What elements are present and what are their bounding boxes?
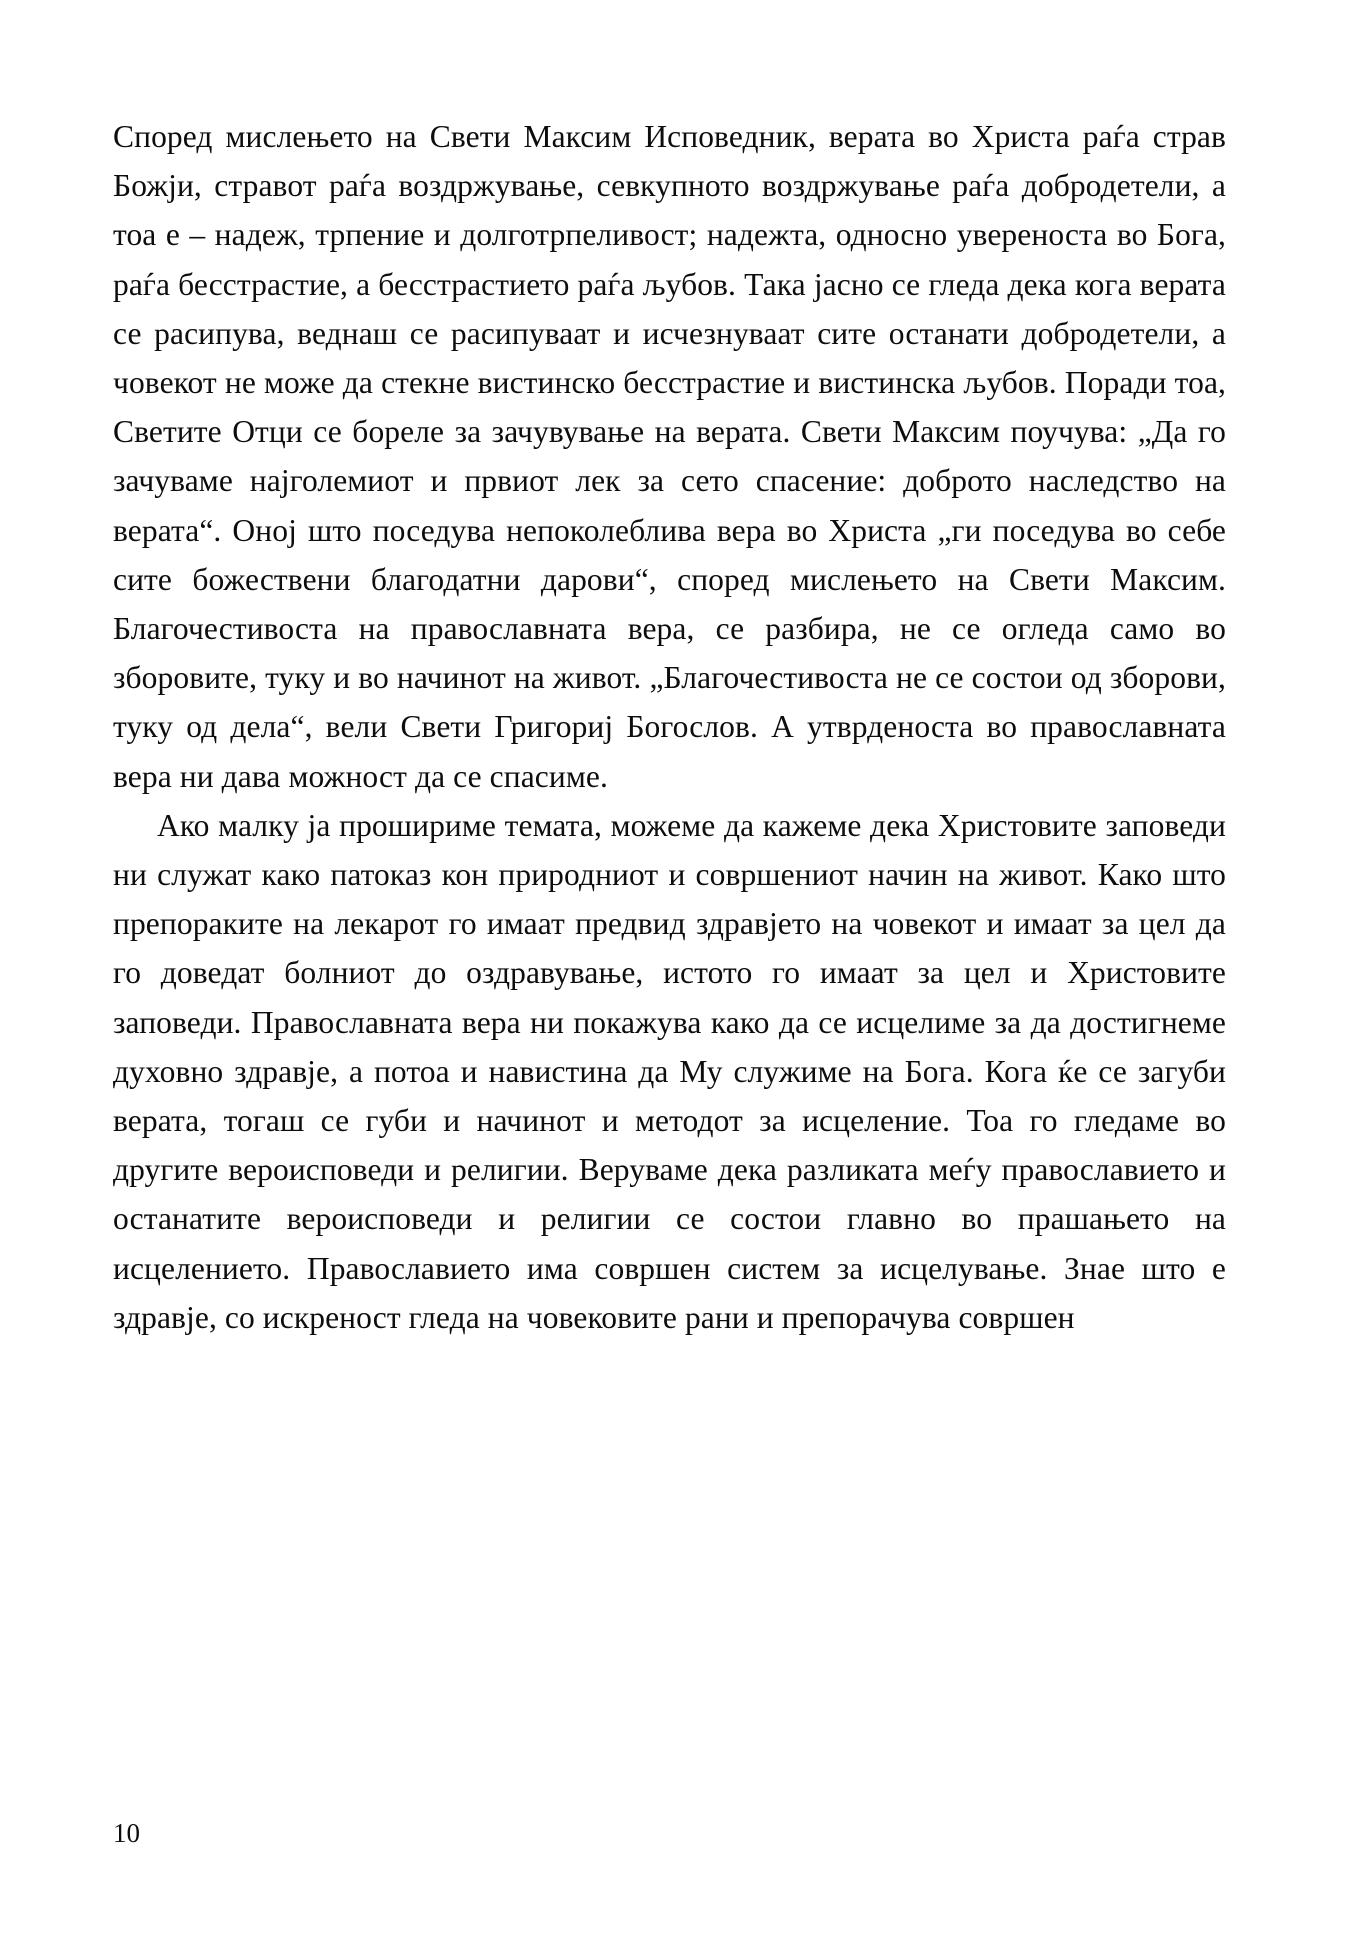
page-number: 10: [113, 1818, 140, 1848]
paragraph-2: Ако малку ја прошириме темата, можеме да кажеме дека Христовите заповеди ни служат како патоказ кон природниот и совршениот начин на живот. Како што препораките на лекарот го имаат предвид здравјето на човекот и имаат за цел да го доведат болниот до оздравување, истото го имаат за цел и Христовите заповеди. Православната вера ни покажува како да се исцелиме за да достигнеме духовно здравје, а потоа и навистина да Му служиме на Бога. Кога ќе се загуби верата, тогаш се губи и начинот и методот за исцеление. Тоа го гледаме во другите вероисповеди и религии. Веруваме дека разликата меѓу православието и останатите вероисповеди и религии се состои главно во прашањето на исцелението. Православието има совршен систем за исцелување. Знае што е здравје, со искреност гледа на човековите рани и препорачува совршен: [113, 807, 1226, 1335]
page-body: [113, 112, 1226, 1342]
paragraph-1: Според мислењето на Свети Максим Исповедник, верата во Христа раѓа страв Божји, стравот раѓа воздржување, севкупното воздржување раѓа добродетели, а тоа е – надеж, трпение и долготрпеливост; надежта, односно увереноста во Бога, раѓа бесстрастие, а бесстрастието раѓа љубов. Така јасно се гледа дека кога верата се расипува, веднаш се расипуваат и исчезнуваат сите останати добродетели, а човекот не може да стекне вистинско бесстрастие и вистинска љубов. Поради тоа, Светите Отци се бореле за зачувување на верата. Свети Максим поучува: „Да го зачуваме најголемиот и првиот лек за сето спасение: доброто наследство на верата“. Оној што поседува непоколеблива вера во Христа „ги поседува во себе сите божествени благодатни дарови“, според мислењето на Свети Максим. Благочестивоста на православната вера, се разбира, не се огледа само во зборовите, туку и во начинот на живот. „Благочестивоста не се состои од зборови, туку од дела“, вели Свети Григориј Богослов. А утврденоста во православната вера ни дава можност да се спасиме.: [113, 119, 1226, 794]
